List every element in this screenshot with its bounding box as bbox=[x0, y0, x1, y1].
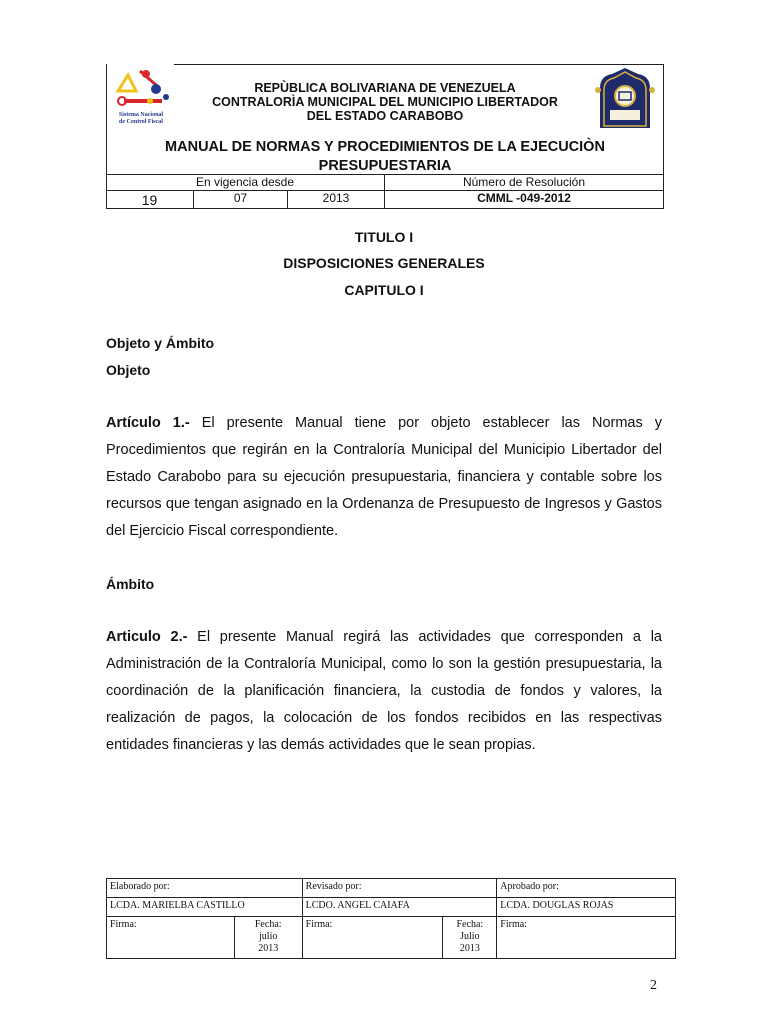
elaborado-name: LCDA. MARIELBA CASTILLO bbox=[107, 898, 303, 917]
article-1-text: El presente Manual tiene por objeto establecer las Normas y Procedimientos que regirán en la Contraloría Municipal del Municipio Libertador del Estado Carabobo para su ejecución presupuestaria, financiera y contable sobre los recursos que tengan asignado en la Ordenanza de Presupuesto de Ingresos y Gastos del Ejercicio Fiscal correspondiente. bbox=[106, 415, 663, 539]
org-line-2: CONTRALORÌA MUNICIPAL DEL MUNICIPIO LIBERTADOR bbox=[212, 95, 558, 109]
resolucion-number: CMML -049-2012 bbox=[477, 191, 571, 205]
vigencia-label: En vigencia desde bbox=[195, 175, 295, 189]
org-line-3: DEL ESTADO CARABOBO bbox=[306, 109, 464, 123]
page-number: 2 bbox=[650, 978, 657, 993]
signoff-table bbox=[106, 878, 676, 959]
manual-title-line-2: PRESUPUESTARIA bbox=[318, 158, 452, 174]
vigencia-day: 19 bbox=[141, 192, 158, 208]
revisado-fecha-month: Julio bbox=[460, 931, 480, 942]
revisado-firma: Firma: bbox=[302, 917, 443, 959]
revisado-fecha-label: Fecha: bbox=[456, 919, 484, 930]
article-1 bbox=[106, 410, 662, 545]
elaborado-fecha-month: julio bbox=[259, 931, 278, 942]
article-1-label: Artículo 1.- bbox=[106, 415, 190, 431]
vigencia-year: 2013 bbox=[322, 191, 350, 205]
ambito-heading: Ámbito bbox=[106, 576, 155, 592]
objeto-ambito-heading: Objeto y Ámbito bbox=[106, 335, 215, 351]
disposiciones-heading: DISPOSICIONES GENERALES bbox=[283, 255, 485, 271]
org-line-1: REPÙBLICA BOLIVARIANA DE VENEZUELA bbox=[254, 81, 516, 95]
elaborado-fecha-year: 2013 bbox=[258, 943, 279, 954]
article-2 bbox=[106, 624, 662, 759]
elaborado-firma: Firma: bbox=[107, 917, 235, 959]
elaborado-fecha-label: Fecha: bbox=[254, 919, 282, 930]
vigencia-month: 07 bbox=[233, 191, 248, 205]
aprobado-firma: Firma: bbox=[497, 917, 676, 959]
left-logo-text-2: de Control Fiscal bbox=[119, 119, 163, 125]
revisado-name: LCDO. ANGEL CAIAFA bbox=[302, 898, 497, 917]
objeto-heading: Objeto bbox=[106, 362, 151, 378]
article-2-label: Articulo 2.- bbox=[106, 629, 188, 645]
resolucion-label: Número de Resolución bbox=[462, 175, 586, 189]
elaborado-label: Elaborado por: bbox=[107, 879, 303, 898]
elaborado-fecha bbox=[234, 917, 302, 959]
capitulo-heading: CAPITULO I bbox=[344, 282, 424, 298]
aprobado-label: Aprobado por: bbox=[497, 879, 676, 898]
left-logo-text-1: Sistema Nacional bbox=[118, 112, 164, 118]
aprobado-name: LCDA. DOUGLAS ROJAS bbox=[497, 898, 676, 917]
document-header bbox=[106, 64, 664, 209]
titulo-heading: TITULO I bbox=[354, 229, 414, 245]
article-2-text: El presente Manual regirá las actividades que corresponden a la Administración de la Contraloría Municipal, como lo son la gestión presupuestaria, la coordinación de la planificación financiera, la custodia de fondos y valores, la realización de pagos, la colocación de los fondos recibidos en las respectivas entidades financieras y las demás actividades que le sean propias. bbox=[106, 629, 662, 753]
manual-title-line-1: MANUAL DE NORMAS Y PROCEDIMIENTOS DE LA EJECUCIÒN bbox=[165, 139, 605, 155]
revisado-fecha bbox=[443, 917, 497, 959]
revisado-label: Revisado por: bbox=[302, 879, 497, 898]
revisado-fecha-year: 2013 bbox=[459, 943, 480, 954]
